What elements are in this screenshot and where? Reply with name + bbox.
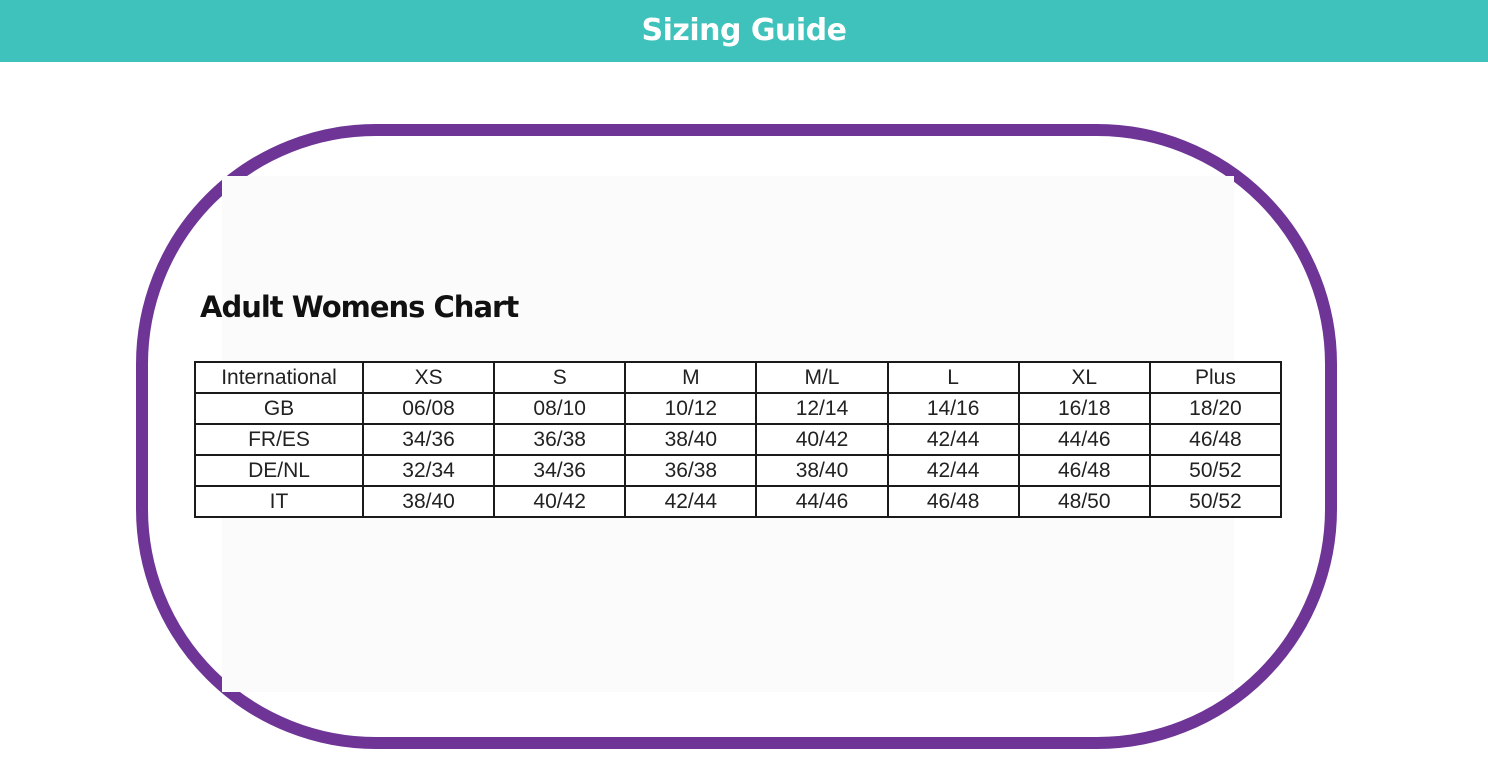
table-cell: 46/48 [1150,424,1281,455]
table-cell: 12/14 [756,393,887,424]
header-bar [0,0,1488,62]
table-cell: 38/40 [363,486,494,517]
chart-title: Adult Womens Chart [200,290,519,324]
table-cell: 08/10 [494,393,625,424]
table-cell: XL [1019,362,1150,393]
table-cell: 48/50 [1019,486,1150,517]
table-cell: 42/44 [888,455,1019,486]
table-cell: 42/44 [625,486,756,517]
table-cell: IT [195,486,363,517]
table-cell: 32/34 [363,455,494,486]
table-cell: 14/16 [888,393,1019,424]
table-cell: 42/44 [888,424,1019,455]
table-cell: 40/42 [756,424,887,455]
table-cell: Plus [1150,362,1281,393]
table-cell: L [888,362,1019,393]
table-cell: International [195,362,363,393]
size-table [194,361,1282,518]
table-cell: 46/48 [888,486,1019,517]
page-title: Sizing Guide [641,12,847,48]
table-cell: 46/48 [1019,455,1150,486]
table-cell: XS [363,362,494,393]
table-cell: 10/12 [625,393,756,424]
table-cell: 50/52 [1150,486,1281,517]
table-cell: 34/36 [494,455,625,486]
table-cell: M/L [756,362,887,393]
table-cell: GB [195,393,363,424]
table-cell: 38/40 [756,455,887,486]
table-cell: 16/18 [1019,393,1150,424]
table-cell: DE/NL [195,455,363,486]
table-cell: 36/38 [625,455,756,486]
table-cell: FR/ES [195,424,363,455]
table-cell: 36/38 [494,424,625,455]
table-cell: 50/52 [1150,455,1281,486]
table-row [195,424,1281,455]
table-cell: S [494,362,625,393]
table-cell: 18/20 [1150,393,1281,424]
table-cell: 40/42 [494,486,625,517]
table-cell: 38/40 [625,424,756,455]
table-cell: 44/46 [1019,424,1150,455]
table-cell: 34/36 [363,424,494,455]
table-cell: 06/08 [363,393,494,424]
table-row-header [195,362,1281,393]
table-cell: M [625,362,756,393]
table-cell: 44/46 [756,486,887,517]
table-row [195,393,1281,424]
table-row [195,455,1281,486]
table-row [195,486,1281,517]
